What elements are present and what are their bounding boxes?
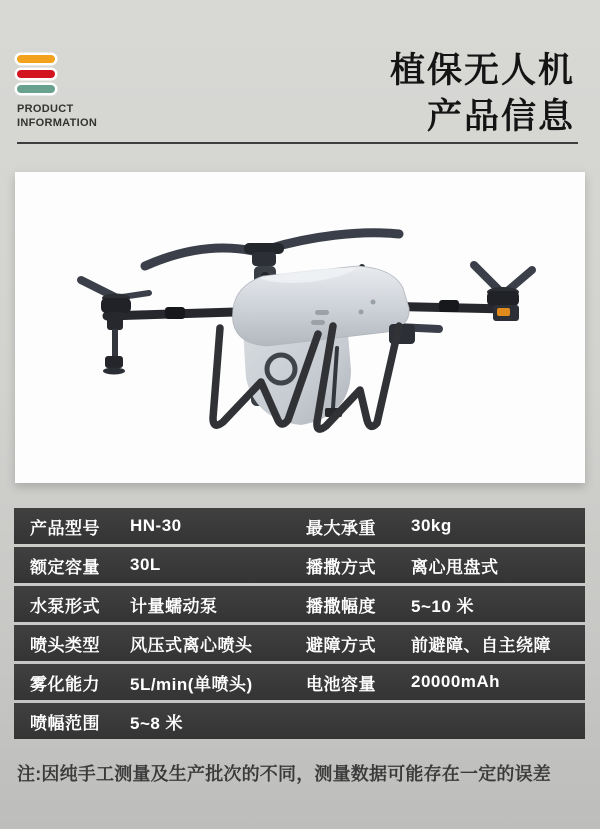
- spec-value: 5~10 米: [411, 596, 475, 616]
- spec-value: 离心甩盘式: [411, 557, 499, 577]
- spec-label: 避障方式: [306, 635, 376, 655]
- drone-illustration: [15, 172, 585, 483]
- spec-row-3: [14, 586, 585, 622]
- spec-label: 产品型号: [30, 518, 100, 538]
- spec-row-5: [14, 664, 585, 700]
- spec-value: 20000mAh: [411, 672, 501, 691]
- spec-value: 30L: [130, 555, 161, 574]
- spec-label: 最大承重: [306, 518, 376, 538]
- header-divider: [17, 142, 578, 144]
- spec-value: 30kg: [411, 516, 452, 535]
- page-title-line2: 产品信息: [426, 97, 575, 136]
- product-image-panel: [15, 172, 585, 483]
- spec-value: 5L/min(单喷头): [130, 674, 253, 694]
- spec-value: 前避障、自主绕障: [411, 635, 551, 655]
- spec-label: 播撒幅度: [306, 596, 376, 616]
- spec-label: 喷头类型: [30, 635, 100, 655]
- measurement-disclaimer: 注:因纯手工测量及生产批次的不同，测量数据可能存在一定的误差: [17, 764, 551, 784]
- logo-bar-red-icon: [17, 70, 55, 78]
- logo-caption-line2: INFORMATION: [17, 116, 98, 129]
- spec-value: HN-30: [130, 516, 182, 535]
- page-title-line1: 植保无人机: [389, 51, 575, 90]
- spec-label: 水泵形式: [30, 596, 100, 616]
- spec-label: 电池容量: [306, 674, 376, 694]
- spec-row-6: [14, 703, 585, 739]
- spec-row-2: [14, 547, 585, 583]
- spec-label: 喷幅范围: [30, 713, 100, 733]
- logo-caption: [17, 103, 97, 130]
- logo-caption-line1: PRODUCT: [17, 103, 74, 115]
- logo-bar-teal-icon: [17, 85, 55, 93]
- spec-table: [14, 508, 585, 739]
- spec-value: 风压式离心喷头: [130, 635, 253, 655]
- spec-row-1: [14, 508, 585, 544]
- spec-row-4: [14, 625, 585, 661]
- logo-bar-orange-icon: [17, 55, 55, 63]
- page-title: [390, 48, 575, 140]
- spec-value: 5~8 米: [130, 713, 184, 733]
- spec-label: 播撒方式: [306, 557, 376, 577]
- spec-value: 计量蠕动泵: [130, 596, 218, 616]
- spec-label: 额定容量: [30, 557, 100, 577]
- brand-logo: [17, 55, 97, 130]
- spec-label: 雾化能力: [30, 674, 100, 694]
